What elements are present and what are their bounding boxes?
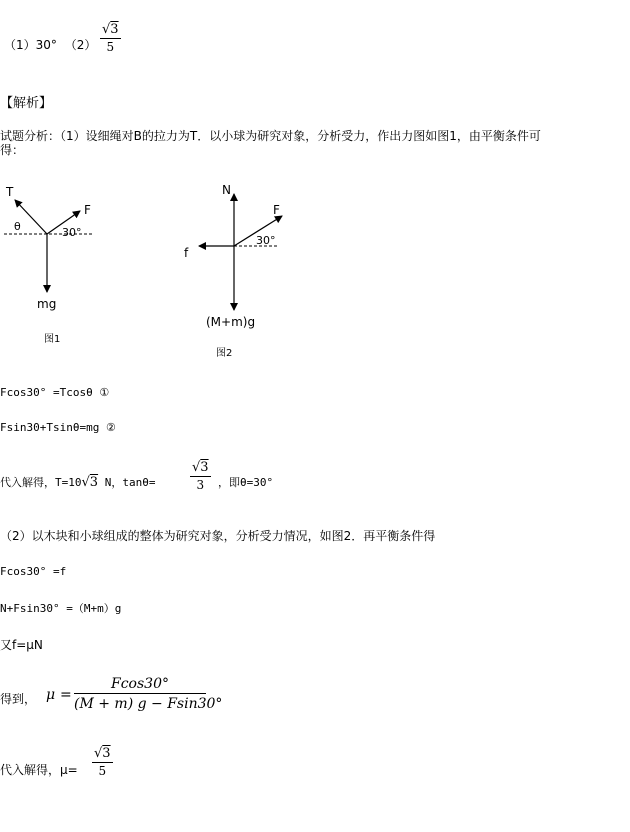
- equation-2: Fsin30+Tsinθ=mg ②: [0, 421, 116, 434]
- equation-5: 又f=μN: [0, 638, 43, 652]
- answer-part1: （1）30°: [4, 38, 57, 52]
- solve1-sqrt-value: 3: [89, 475, 99, 490]
- equation-3: Fcos30° =f: [0, 565, 67, 578]
- fig1-label-t: T: [6, 185, 14, 199]
- result-fraction: [74, 675, 223, 714]
- final-denominator: 5: [98, 764, 107, 778]
- result-denominator-right: g − Fsin30°: [137, 696, 223, 712]
- fig1-label-theta: θ: [14, 220, 21, 233]
- answer-sqrt-value: 3: [110, 22, 119, 37]
- solve1-middle: N，tanθ=: [98, 476, 156, 489]
- analysis-intro-line1: 试题分析：（1）设细绳对B的拉力为T．以小球为研究对象，分析受力，作出力图如图1，由平衡条件可: [0, 129, 541, 143]
- final-fraction: $\frac{√3}{5}$: [94, 746, 111, 778]
- result-denominator-left: (M + m): [74, 696, 134, 712]
- mu-symbol: μ: [46, 687, 56, 703]
- fig2-label-f-lower: f: [184, 246, 189, 260]
- result-equals: =: [60, 687, 72, 703]
- solve1-suffix: ，即θ=30°: [218, 476, 274, 489]
- fig2-label-n: N: [222, 183, 231, 197]
- fig2-label-angle: 30°: [256, 234, 276, 247]
- solve1-prefix: 代入解得，T=10: [0, 476, 82, 489]
- answer-line: [4, 36, 96, 53]
- solve-line-1: [0, 474, 155, 490]
- fig1-label-angle: 30°: [62, 226, 82, 239]
- fig2-caption: 图2: [216, 348, 233, 359]
- equation-4: N+Fsin30° =（M+m）g: [0, 602, 122, 615]
- figure-2-force-diagram: [170, 176, 310, 366]
- solve1-fraction-numerator: 3: [200, 460, 209, 475]
- figure-1-force-diagram: [0, 170, 130, 345]
- fig1-caption: 图1: [44, 334, 61, 345]
- final-prefix: 代入解得，μ=: [0, 763, 78, 777]
- fig1-label-mg: mg: [37, 297, 57, 311]
- analysis-intro-line2: 得：: [0, 143, 25, 157]
- part2-intro: （2）以木块和小球组成的整体为研究对象，分析受力情况，如图2．再平衡条件得: [0, 529, 436, 543]
- fig2-label-mass: (M+m)g: [206, 315, 256, 329]
- solve1-sqrt: √3: [81, 475, 99, 490]
- final-numerator: 3: [102, 746, 111, 761]
- fig2-label-f-upper: F: [273, 203, 280, 217]
- result-numerator: Fcos30°: [74, 675, 206, 694]
- answer-fraction: $\frac{√3}{5}$: [102, 22, 119, 54]
- equation-1: Fcos30° =Tcosθ ①: [0, 386, 110, 399]
- result-prefix: 得到，: [0, 692, 37, 706]
- fig1-label-f: F: [84, 203, 91, 217]
- result-denominator: [74, 694, 223, 714]
- solve1-fraction: $\frac{√3}{3}$: [192, 460, 209, 492]
- answer-part2-label: （2）: [64, 38, 97, 52]
- section-title: 【解析】: [0, 96, 53, 111]
- answer-denominator: 5: [106, 40, 115, 54]
- solve1-fraction-denominator: 3: [196, 478, 205, 492]
